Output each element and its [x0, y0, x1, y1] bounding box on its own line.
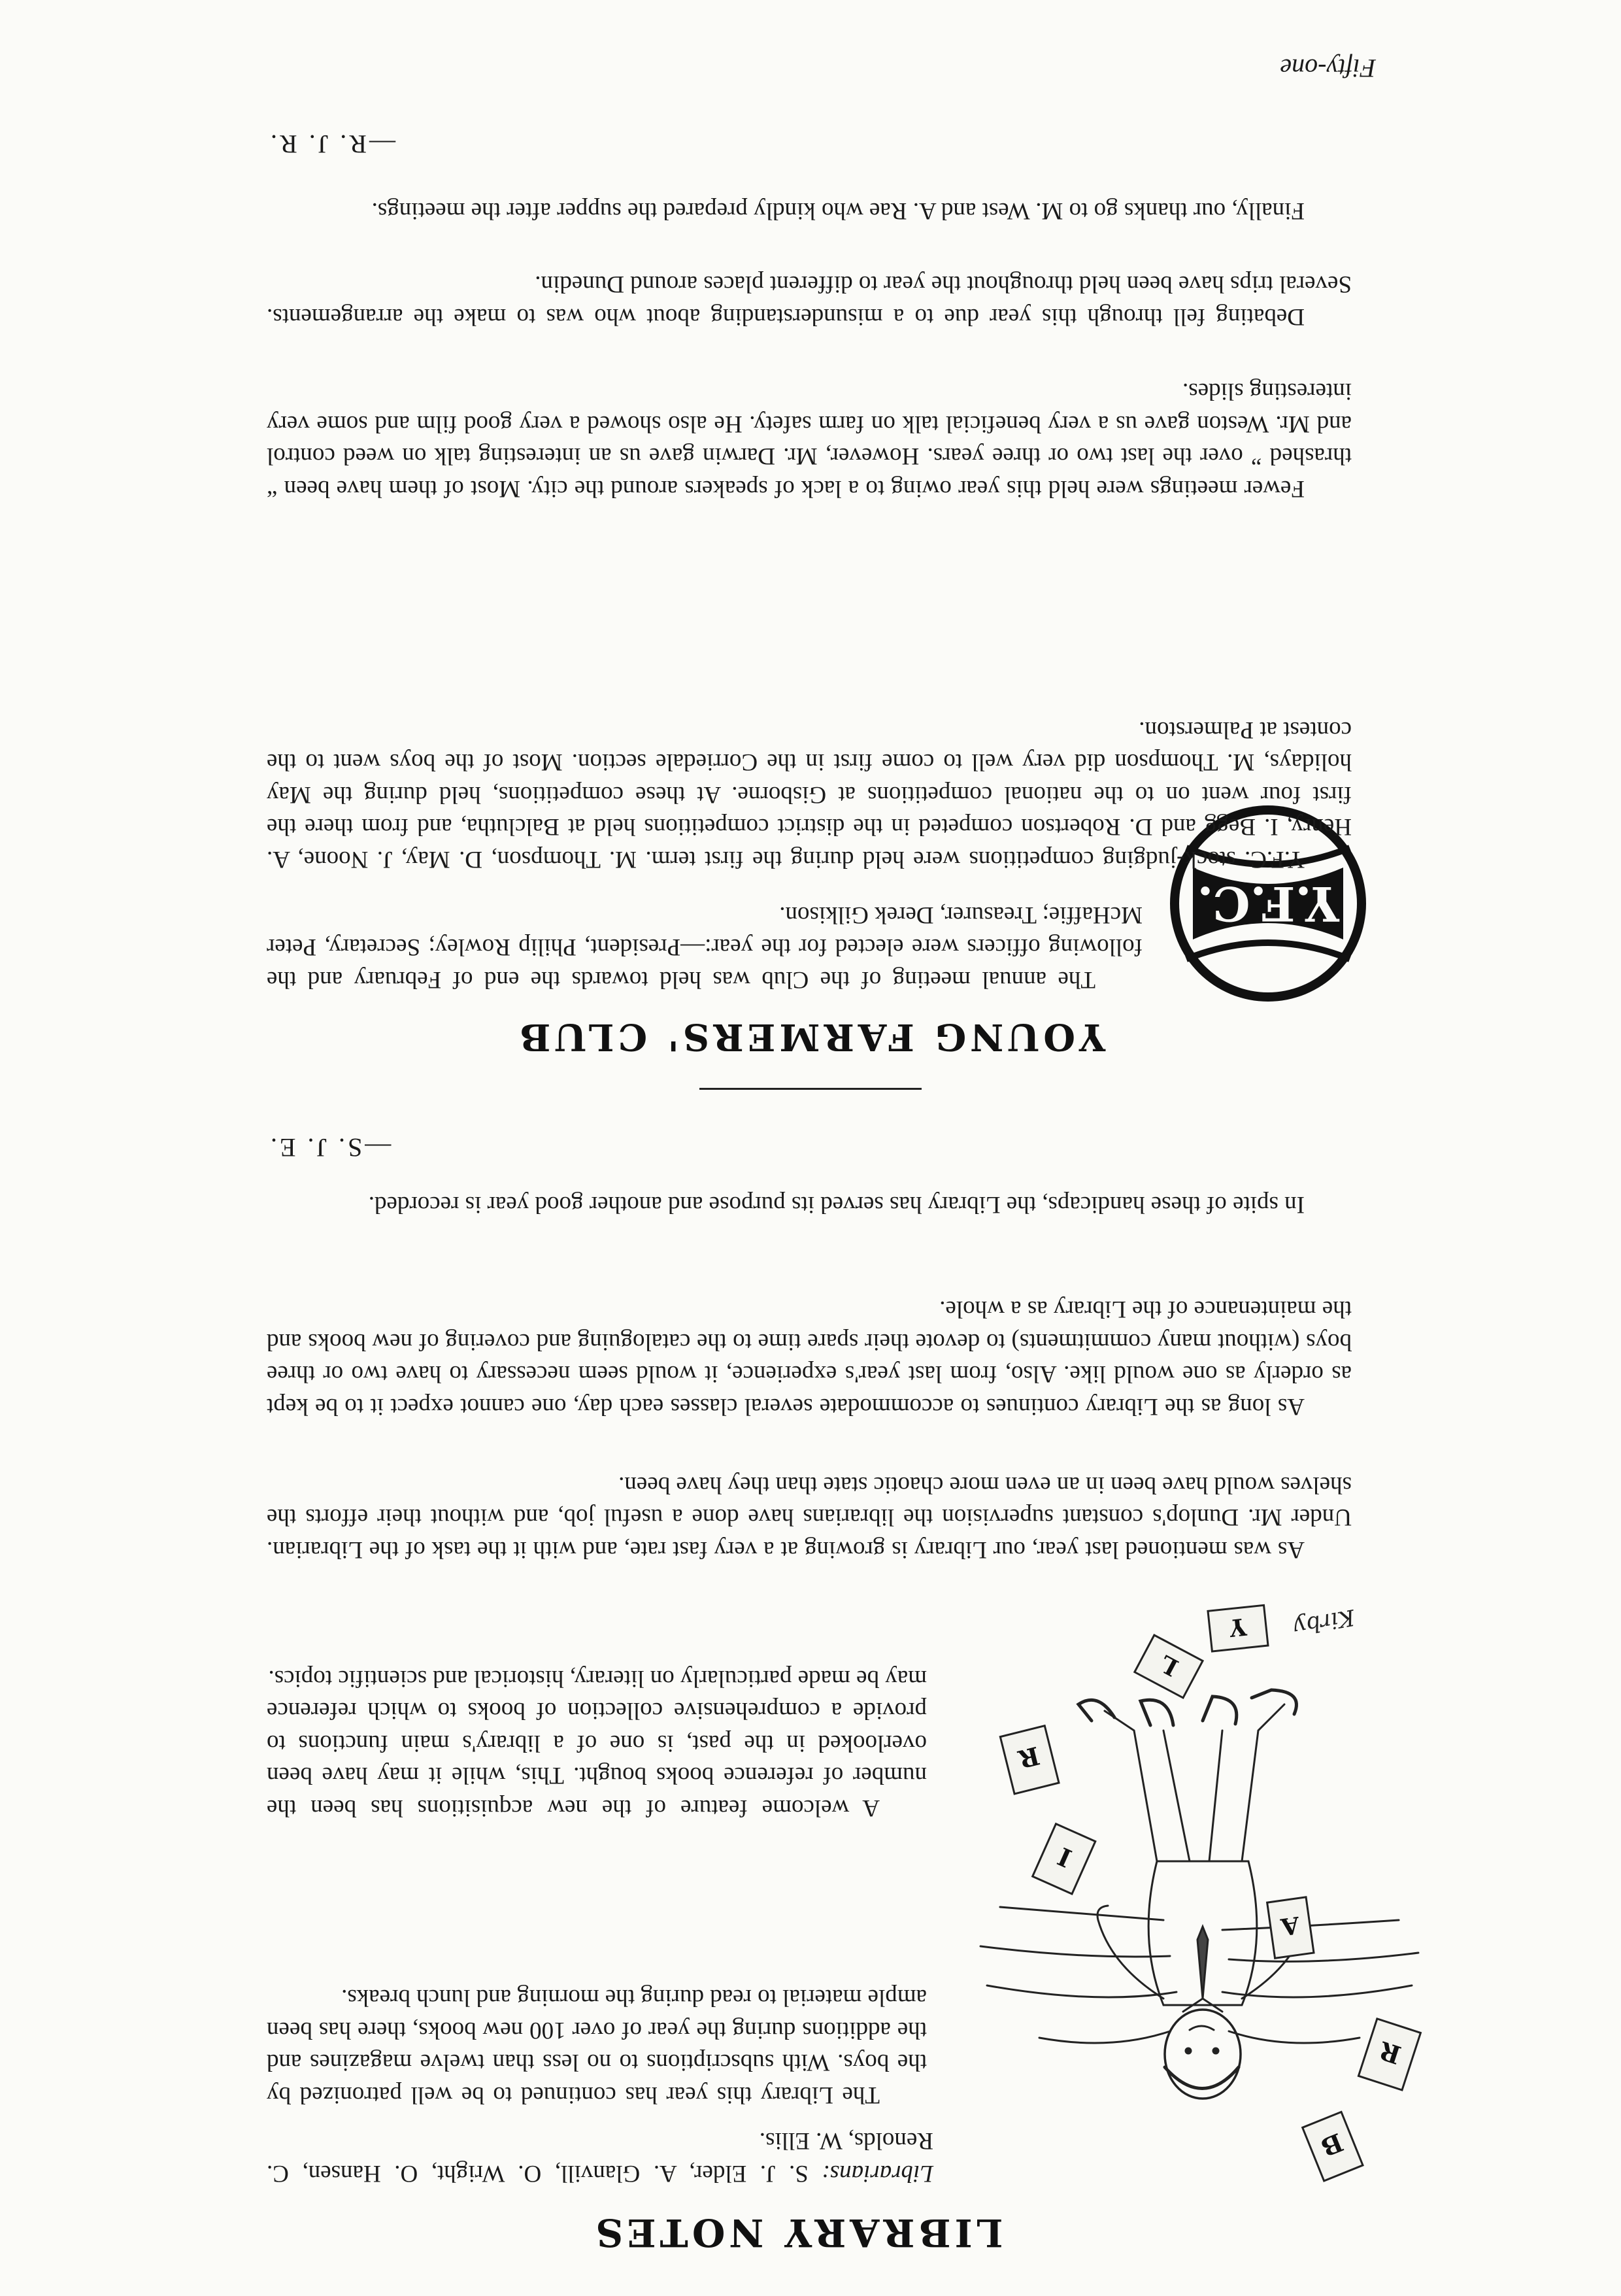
yfc-paragraph: Finally, our thanks go to M. West and A. Rae who kindly prepared the supper after the meetings. [371, 197, 1305, 224]
librarians-names: S. J. Elder, A. Glanvill, O. Wright, O. Hansen, C. Renolds, W. Ellis. [266, 2127, 933, 2187]
book-letter: A [1279, 1910, 1301, 1941]
book-letter: B [1316, 2127, 1348, 2163]
book-letter: L [1155, 1649, 1183, 1681]
book-letter: R [1375, 2035, 1405, 2070]
book-letter: R [1015, 1740, 1043, 1775]
yfc-signature: —R. J. R. [268, 129, 395, 159]
book-letter: Y [1228, 1612, 1248, 1642]
yfc-heading: YOUNG FARMERS' CLUB [516, 1015, 1105, 1058]
yfc-paragraph: Y.F.C. stock-judging competitions were held during the first term. M. Thompson, D. May, J. Noone, A. Henry, I. Begg and D. Robertson competed in the district competitions held at Balclutha, and from there the first four went on to the national competitions at Gisborne. At these competitions, held during the May holidays, M. Thompson did very well to come first in the Corriedale section. Most of the boys went to the contest at Palmerston. [267, 716, 1352, 873]
page-folio: Fifty-one [1280, 54, 1376, 83]
yfc-paragraph: Debating fell through this year due to a misunderstanding about who was to make the arrangements. Several trips have been held throughout the year to different places around Dunedin. [267, 271, 1352, 330]
library-signature: —S. J. E. [268, 1133, 392, 1162]
library-paragraph: A welcome feature of the new acquisitions has been the number of reference books bought. This, while it may have been overlooked in the past, is one of a library's main functions to provide a comprehensive collection of books to which reference may be made particularly on literary, historical and scientific topics. [267, 1664, 927, 1821]
library-illustration [967, 1587, 1438, 2201]
yfc-paragraph: The annual meeting of the Club was held towards the end of February and the following officers were elected for the year:—President, Philip Rowley; Secretary, Peter McHaffie; Treasurer, Derek Gilkison. [267, 901, 1143, 993]
yfc-emblem-text: Y.F.C. [1197, 876, 1339, 932]
library-paragraph: The Library this year has continued to be well patronized by the boys. With subscriptions to no less than twelve magazines and the additions during the year of over 100 new books, there has been ample material to read during the morning and lunch breaks. [267, 1984, 927, 2108]
section-divider [699, 1088, 922, 1090]
library-paragraph: As long as the Library continues to accommodate several classes each day, one cannot expect it to be kept as orderly as one would like. Also, from last year's experience, it would seem necessary to have two or three boys (without many commitments) to devote their spare time to the cataloguing and covering of new books and the maintenance of the Library as a whole. [267, 1296, 1352, 1420]
yfc-paragraph: Fewer meetings were held this year owing to a lack of speakers around the city. Most of them have been “ thrashed ” over the last two or three years. However, Mr. Darwin gave us an interesting talk on weed control and Mr. Weston gave us a very beneficial talk on farm safety. He also showed a very good film and some very interesting slides. [267, 378, 1352, 502]
library-notes-heading: LIBRARY NOTES [592, 2210, 1003, 2255]
library-paragraph: In spite of these handicaps, the Library has served its purpose and another good year is recorded. [368, 1191, 1305, 1218]
book-letter: I [1053, 1841, 1077, 1874]
librarians-label: Librarians: [822, 2160, 933, 2187]
library-paragraph: As was mentioned last year, our Library is growing at a very fast rate, and with it the task of the Librarian. Under Mr. Dunlop's constant supervision the librarians have done a useful job, and without their efforts the shelves would have been in an even more chaotic state than they have been. [267, 1471, 1352, 1563]
artist-signature: Kirby [1292, 1604, 1357, 1640]
librarians-list [267, 2125, 933, 2189]
